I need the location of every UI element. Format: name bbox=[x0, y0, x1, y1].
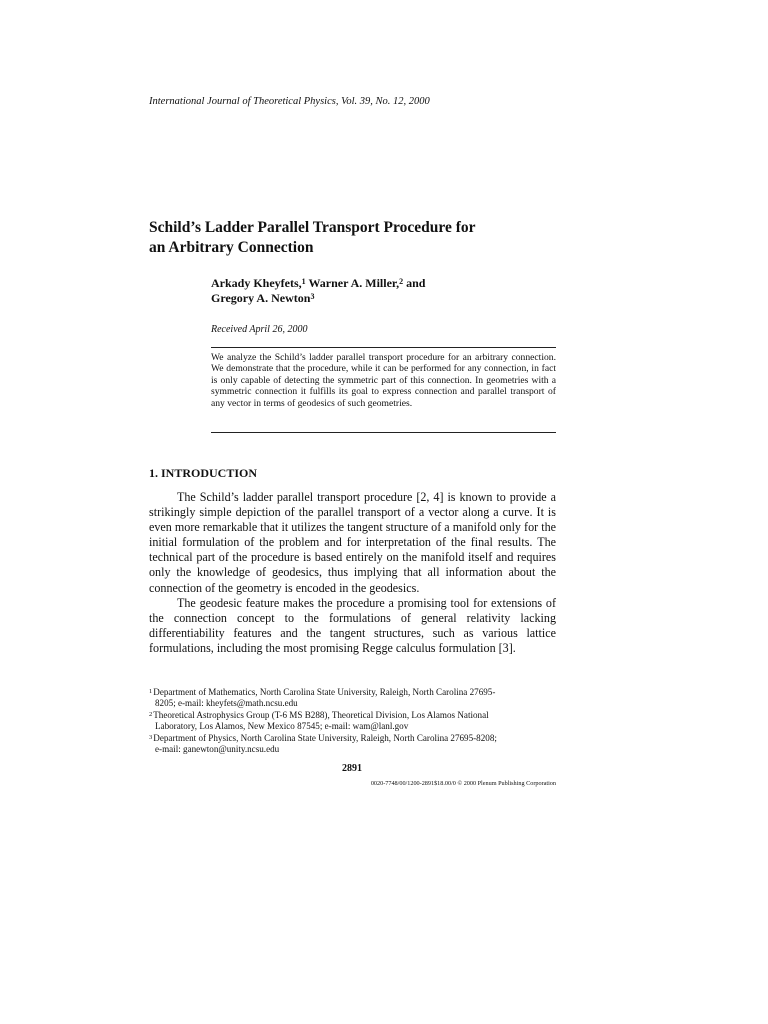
body-paragraph: The Schild’s ladder parallel transport procedure [2, 4] is known to provide a strikingly simple depiction of the parallel transport of a vector along a curve. It is even more remarkable that it utilizes the tangent structure of a manifold only for the initial formulation of the problem and for interpretation of the final results. The technical part of the procedure is based entirely on the manifold itself and requires only the knowledge of geodesics, thus implying that all information about the connection of the geometry is encoded in the geodesics. bbox=[149, 490, 556, 595]
footnote-text: Department of Mathematics, North Carolina State University, Raleigh, North Carolina 27695- bbox=[153, 687, 496, 697]
footnotes bbox=[149, 687, 557, 755]
footnote-item bbox=[149, 733, 557, 756]
title-line-2: an Arbitrary Connection bbox=[149, 239, 314, 256]
author-name: Arkady Kheyfets, bbox=[211, 276, 302, 290]
author-name: Warner A. Miller, bbox=[308, 276, 400, 290]
footnote-text-continued: e-mail: ganewton@unity.ncsu.edu bbox=[155, 744, 280, 755]
footnote-mark: 2 bbox=[149, 710, 153, 718]
body-paragraph: The geodesic feature makes the procedure a promising tool for extensions of the connection concept to the formulations of general relativity lacking differentiability features and the tangent structures, such as various lattice formulations, including the most promising Regge calculus formulation [3]. bbox=[149, 595, 556, 655]
received-date: Received April 26, 2000 bbox=[211, 324, 308, 335]
section-body bbox=[149, 490, 556, 656]
section-heading: 1. INTRODUCTION bbox=[149, 466, 258, 480]
footnote-text: Theoretical Astrophysics Group (T-6 MS B288), Theoretical Division, Los Alamos National bbox=[153, 709, 489, 720]
footnote-text-continued: Laboratory, Los Alamos, New Mexico 87545; e-mail: wam@lanl.gov bbox=[155, 721, 409, 732]
author-conjunction: and bbox=[406, 276, 426, 290]
title-line-1: Schild’s Ladder Parallel Transport Procedure for bbox=[149, 219, 476, 236]
footnote-text-continued: 8205; e-mail: kheyfets@math.ncsu.edu bbox=[155, 698, 298, 709]
page-number: 2891 bbox=[342, 763, 362, 774]
affiliation-mark: 3 bbox=[310, 292, 315, 301]
footnote-item bbox=[149, 710, 557, 733]
author-name: Gregory A. Newton bbox=[211, 291, 311, 305]
footnote-mark: 3 bbox=[149, 733, 153, 741]
abstract-bottom-rule bbox=[211, 432, 556, 433]
journal-header: International Journal of Theoretical Physics, Vol. 39, No. 12, 2000 bbox=[149, 96, 430, 107]
abstract-top-rule bbox=[211, 347, 556, 348]
footnote-item bbox=[149, 687, 557, 710]
abstract-text: We analyze the Schild’s ladder parallel transport procedure for an arbitrary connection. We demonstrate that the procedure, while it can be performed for any connection, in fact is only capable of detecting the symmetric part of this connection. In geometries with a symmetric connection it fulfills its goal to express connection and parallel transport of any vector in terms of geodesics of such geometries. bbox=[211, 352, 556, 409]
author-list bbox=[211, 276, 556, 306]
affiliation-mark: 1 bbox=[301, 277, 306, 286]
footnote-mark: 1 bbox=[149, 688, 153, 695]
footnote-text: Department of Physics, North Carolina State University, Raleigh, North Carolina 27695-8208; bbox=[153, 732, 497, 743]
copyright-line: 0020-7748/00/1200-2891$18.00/0 © 2000 Plenum Publishing Corporation bbox=[370, 780, 556, 787]
affiliation-mark: 2 bbox=[399, 277, 404, 286]
paper-title bbox=[149, 218, 569, 258]
